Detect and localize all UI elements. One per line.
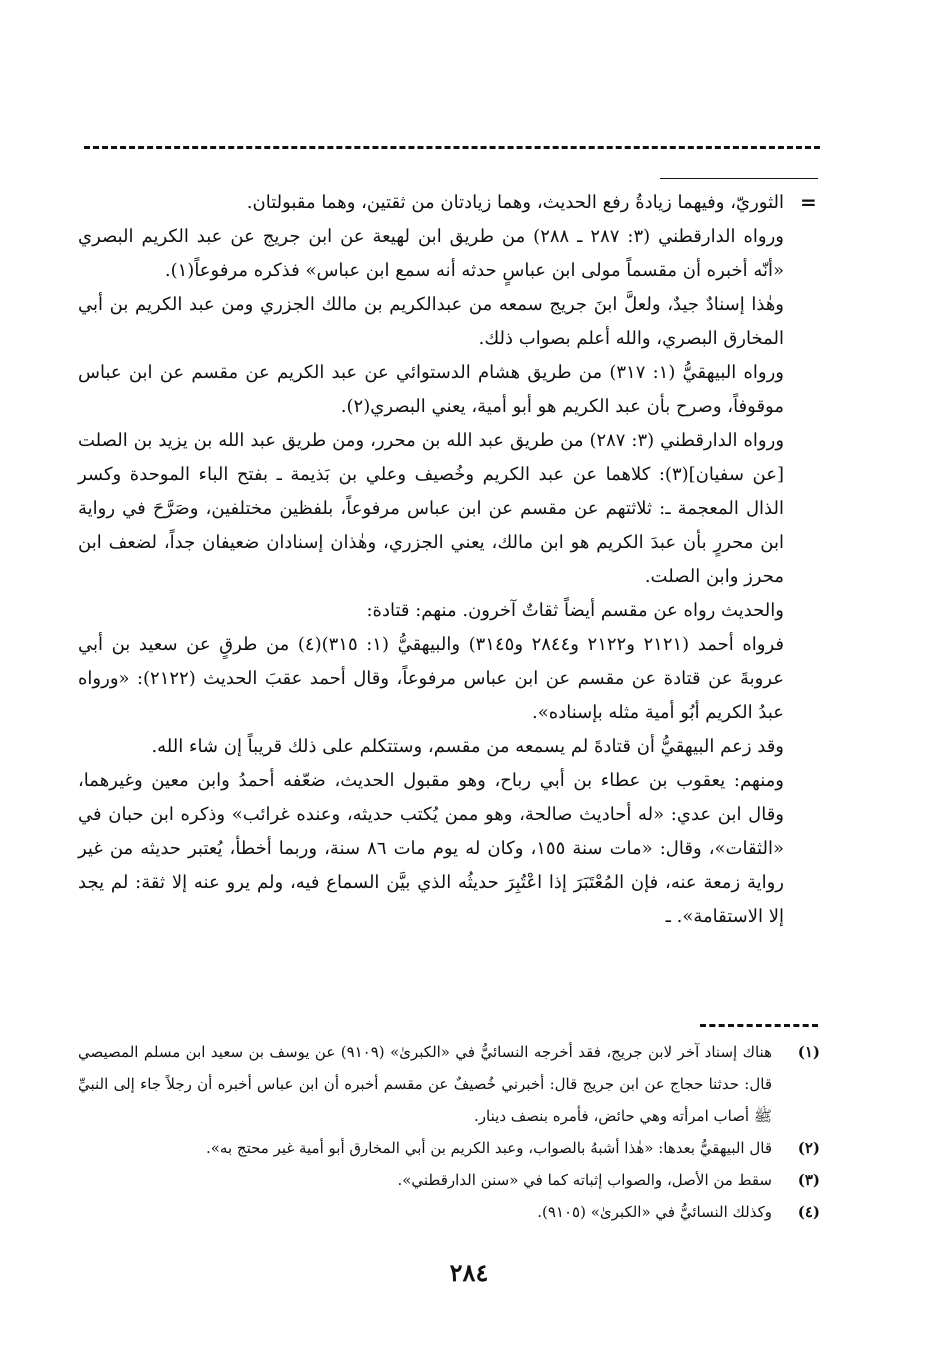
continuation-rule — [660, 178, 818, 179]
paragraph: ورواه البيهقيُّ (١: ٣١٧) من طريق هشام الدستوائي عن عبد الكريم عن مقسم عن ابن عباس موقوفاً، وصرح بأن عبد الكريم هو أبو أمية، يعني البصري(٢). — [78, 362, 784, 417]
footnote-number: (٤) — [797, 1203, 820, 1221]
paragraph: الثوريّ، وفيهما زيادةُ رفع الحديث، وهما زيادتان من ثقتين، وهما مقبولتان. — [246, 192, 784, 213]
footnotes — [78, 1036, 820, 1228]
footnote — [78, 1132, 820, 1164]
footnote-number: (١) — [797, 1043, 820, 1061]
paragraph: فرواه أحمد (٢١٢١ و٢١٢٢ و٢٨٤٤ و٣١٤٥) والبيهقيُّ (١: ٣١٥)(٤) من طرقٍ عن سعيد بن أبي عروبةَ عن قتادة عن مقسم عن ابن عباس مرفوعاً، وقال أحمد عقبَ الحديث (٢١٢٢): «ورواه عبدُ الكريم أبُو أمية مثله بإسناده». — [78, 634, 785, 723]
page-number: ٢٨٤ — [449, 1258, 489, 1287]
paragraph: وهٰذا إسنادٌ جيدٌ، ولعلَّ ابنَ جريج سمعه من عبدالكريم بن مالك الجزري ومن عبد الكريم بن أبي المخارق البصري، والله أعلم بصواب ذلك. — [78, 294, 784, 349]
footnote-text: قال البيهقيُّ بعدها: «هٰذا أشبهُ بالصواب، وعبد الكريم بن أبي المخارق أبو أمية غير محتج به». — [205, 1139, 772, 1157]
main-text — [78, 186, 784, 934]
header-dashed-rule — [84, 146, 820, 149]
footnote-text: وكذلك النسائيُّ في «الكبرىٰ» (٩١٠٥). — [537, 1203, 772, 1221]
paragraph: ورواه الدارقطني (٣: ٢٨٧) من طريق عبد الله بن محرر، ومن طريق عبد الله بن يزيد بن الصلت [عن سفيان](٣): كلاهما عن عبد الكريم وخُصيف وعلي بن بَذيمة ـ بفتح الباء الموحدة وكسر الذال المعجمة ـ: ثلاثتهم عن مقسم عن ابن عباس مرفوعاً، بلفظين مختلفين، وصَرَّحَ في رواية ابن محررٍ بأن عبدَ الكريم هو ابن مالك، يعني الجزري، وهٰذان إسنادان ضعيفان جداً، لضعف ابن محرز وابن الصلت. — [78, 430, 785, 587]
paragraph: والحديث رواه عن مقسم أيضاً ثقاتٌ آخرون. منهم: قتادة: — [366, 600, 784, 621]
footnote-separator — [700, 1024, 818, 1027]
footnote-text: سقط من الأصل، والصواب إثباته كما في «سنن الدارقطني». — [397, 1171, 772, 1189]
footnote — [78, 1164, 820, 1196]
paragraph: وقد زعم البيهقيُّ أن قتادةَ لم يسمعه من مقسم، وستتكلم على ذلك قريباً إن شاء الله. — [151, 736, 784, 757]
continuation-marker: = — [800, 190, 817, 214]
footnote — [78, 1036, 820, 1132]
paragraph: ورواه الدارقطني (٣: ٢٨٧ ـ ٢٨٨) من طريق ابن لهيعة عن ابن جريج عن عبد الكريم البصري «أنّه أخبره أن مقسماً مولى ابن عباسٍ حدثه أنه سمع ابن عباس» فذكره مرفوعاً(١). — [78, 226, 784, 281]
footnote-number: (٣) — [797, 1171, 820, 1189]
footnote-text: هناك إسناد آخر لابن جريج، فقد أخرجه النسائيُّ في «الكبرىٰ» (٩١٠٩) عن يوسف بن سعيد ابن مسلم المصيصي قال: حدثنا حجاج عن ابن جريج قال: أخبرني خُصيفٌ عن مقسم أخبره أن ابن عباس أخبره أن رجلاً جاء إلى النبيِّ ﷺ أصاب امرأته وهي حائض، فأمره بنصف دينار. — [78, 1043, 772, 1125]
paragraph: ومنهم: يعقوب بن عطاء بن أبي رباح، وهو مقبول الحديث، ضعّفه أحمدُ وابن معين وغيرهما، وقال ابن عدي: «له أحاديث صالحة، وهو ممن يُكتب حديثه، وعنده غرائب» وذكره ابن حبان في «الثقات»، وقال: «مات سنة ١٥٥، وكان له يوم مات ٨٦ سنة، وربما أخطأ، يُعتبر حديثه من غير رواية زمعة عنه، فإن المُعْتَبَرَ إذا اعْتُبِرَ حديثُه الذي بيَّن السماع فيه، ولم يرو عنه إلا ثقة: لم يجد إلا الاستقامة». ـ — [78, 770, 784, 927]
footnote-number: (٢) — [797, 1139, 820, 1157]
footnote — [78, 1196, 820, 1228]
